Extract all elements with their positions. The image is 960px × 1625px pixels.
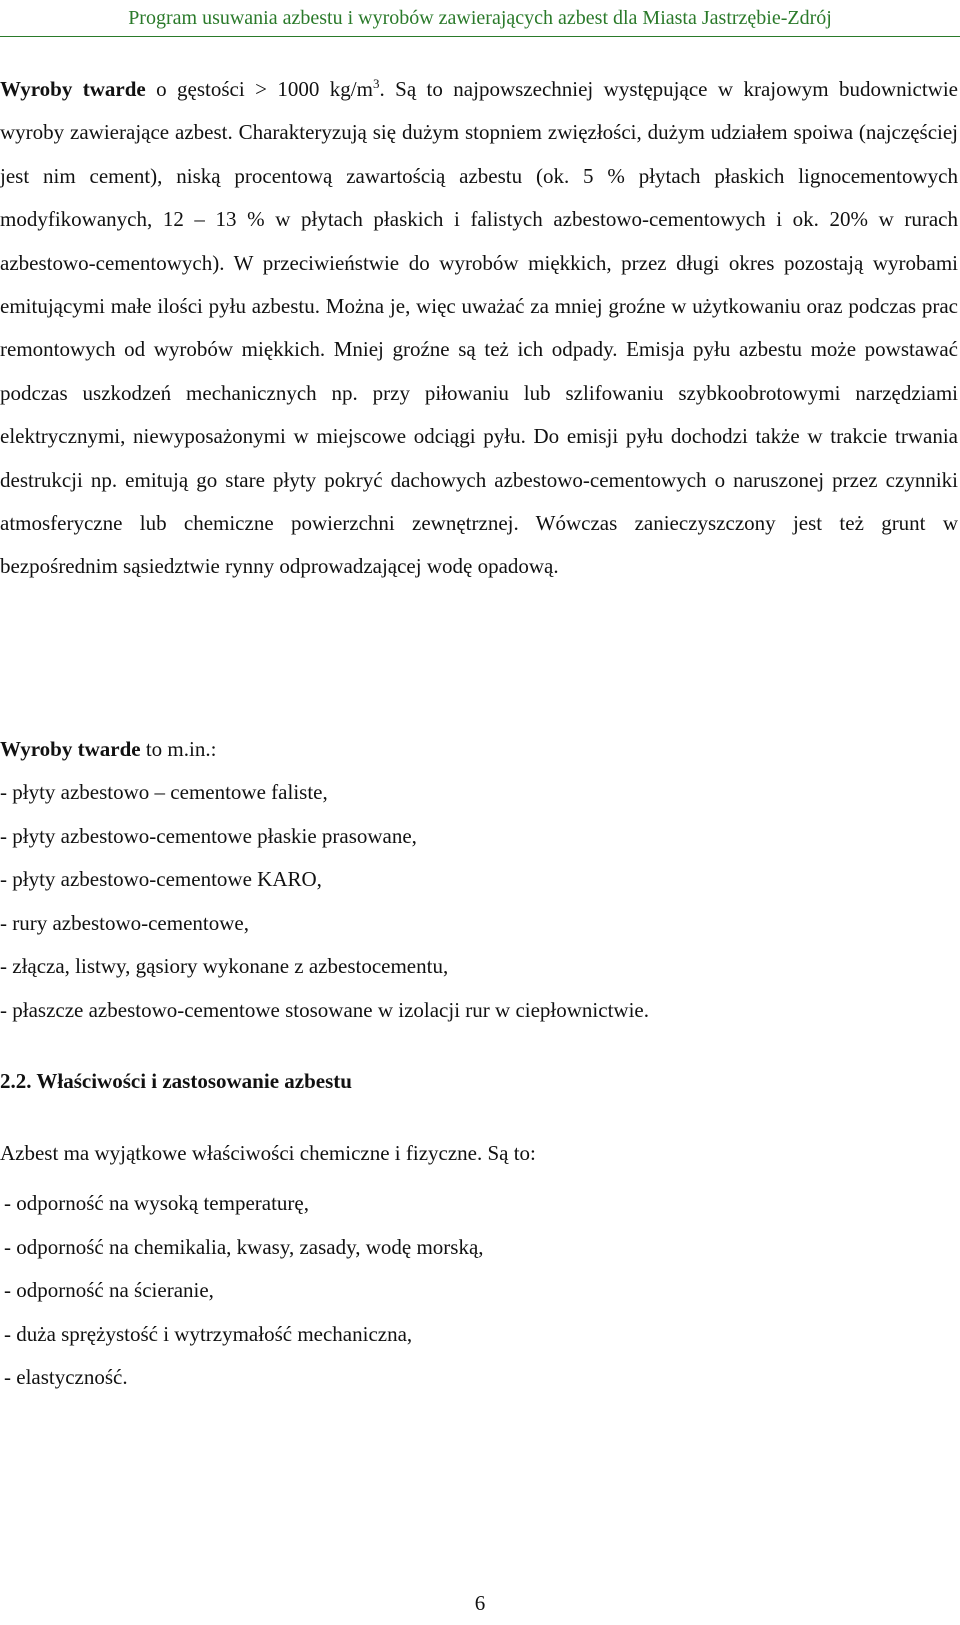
list-item: - odporność na chemikalia, kwasy, zasady, wodę morską,: [4, 1234, 484, 1259]
paragraph-bold-lead: Wyroby twarde: [0, 77, 146, 101]
list-item: - płyty azbestowo – cementowe faliste,: [0, 780, 328, 804]
list-item: - elastyczność.: [4, 1365, 128, 1389]
list-item: - złącza, listwy, gąsiory wykonane z azbestocementu,: [0, 954, 449, 978]
products-list-heading: [0, 728, 958, 772]
page-number: 6: [474, 1591, 486, 1615]
section-heading: 2.2. Właściwości i zastosowanie azbestu: [0, 1069, 352, 1093]
header-divider: [0, 36, 960, 37]
products-heading-rest: to m.in.:: [140, 737, 217, 761]
products-list: [0, 771, 958, 1032]
list-item: - odporność na wysoką temperaturę,: [4, 1191, 309, 1215]
products-heading-bold: Wyroby twarde: [0, 737, 141, 761]
list-item: - rury azbestowo-cementowe,: [0, 910, 249, 935]
list-item: - odporność na ścieranie,: [4, 1278, 214, 1302]
list-item: - płyty azbestowo-cementowe KARO,: [0, 867, 322, 891]
paragraph-body: . Są to najpowszechniej występujące w krajowym budownictwie wyroby zawierające azbest. Charakteryzują się dużym stopniem zwięzłości, dużym udziałem spoiwa (najczęściej jest nim cement), niską procentową zawartością azbestu (ok. 5 % płytach płaskich lignocementowych modyfikowanych, 12 – 13 % w płytach płaskich i falistych azbestowo-cementowych i ok. 20% w rurach azbestowo-cementowych). W przeciwieństwie do wyrobów miękkich, przez długi okres pozostają wyrobami emitującymi małe ilości pyłu azbestu. Można je, więc uważać za mniej groźne w użytkowaniu oraz podczas prac remontowych od wyrobów miękkich. Mniej groźne są też ich odpady. Emisja pyłu azbestu może powstawać podczas uszkodzeń mechanicznych np. przy piłowaniu lub szlifowaniu szybkoobrotowymi narzędziami elektrycznymi, niewyposażonymi w miejscowe odciągi pyłu. Do emisji pyłu dochodzi także w trakcie trwania destrukcji np. emitują go stare płyty pokryć dachowych azbestowo-cementowych o naruszonej przez czynniki atmosferyczne lub chemiczne powierzchni zewnętrznej. Wówczas zanieczyszczony jest też grunt w bezpośrednim sąsiedztwie rynny odprowadzającej wodę opadową.: [0, 77, 958, 579]
list-item: - duża sprężystość i wytrzymałość mechaniczna,: [4, 1321, 413, 1346]
page-header: Program usuwania azbestu i wyrobów zawierających azbest dla Miasta Jastrzębie-Zdrój: [128, 7, 832, 29]
list-item: - płyty azbestowo-cementowe płaskie prasowane,: [0, 823, 417, 848]
paragraph-density-text: o gęstości > 1000 kg/m: [145, 77, 373, 101]
list-item: - płaszcze azbestowo-cementowe stosowane w izolacji rur w ciepłownictwie.: [0, 997, 649, 1022]
properties-list: [0, 1182, 960, 1400]
paragraph-superscript: 3: [372, 76, 380, 91]
hard-products-paragraph: [0, 68, 958, 589]
section-intro: Azbest ma wyjątkowe właściwości chemiczne i fizyczne. Są to:: [0, 1141, 536, 1165]
